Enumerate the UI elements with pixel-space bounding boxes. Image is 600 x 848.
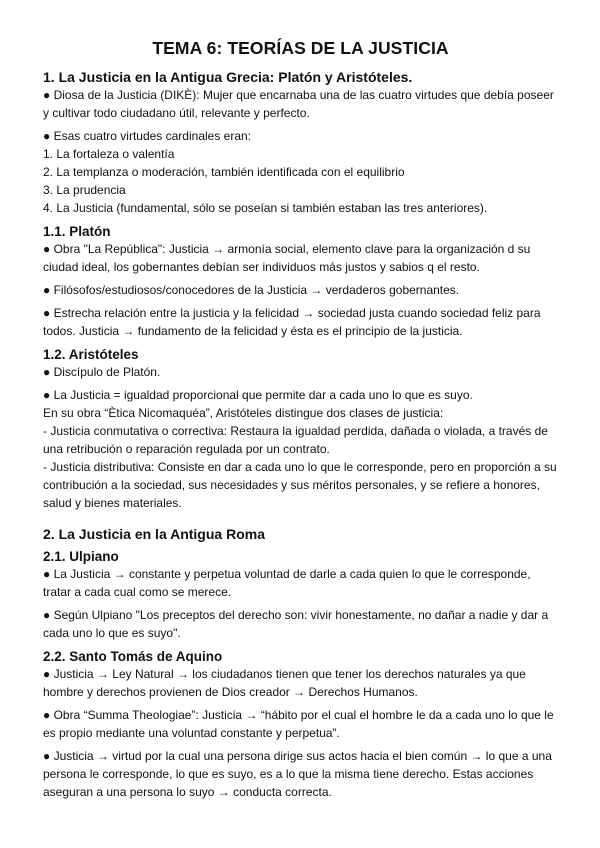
subsection-heading-aquino: 2.2. Santo Tomás de Aquino xyxy=(43,649,223,664)
paragraph-summa: ● Obra “Summa Theologiae”: Justicia → “hábito por el cual el hombre le da a cada uno lo que le es propio mediante una voluntad constante y perpetua”. xyxy=(43,708,554,740)
paragraph-voluntad: ● La Justicia → constante y perpetua voluntad de darle a cada quien lo que le corresponde, tratar a cada cual como se merece. xyxy=(43,567,531,599)
paragraph-igualdad: ● La Justicia = igualdad proporcional que permite dar a cada uno lo que es suyo. xyxy=(43,388,473,402)
paragraph-republica: ● Obra "La República": Justicia → armonía social, elemento clave para la organización d su ciudad ideal, los gobernantes debían ser individuos más justos y sabios q el resto. xyxy=(43,242,531,274)
section-heading-grecia: 1. La Justicia en la Antigua Grecia: Platón y Aristóteles. xyxy=(43,69,413,85)
subsection-heading-aristoteles: 1.2. Aristóteles xyxy=(43,347,139,362)
list-item-templanza: 2. La templanza o moderación, también identificada con el equilibrio xyxy=(43,165,405,179)
list-item-prudencia: 3. La prudencia xyxy=(43,183,126,197)
list-item-fortaleza: 1. La fortaleza o valentía xyxy=(43,147,175,161)
paragraph-felicidad: ● Estrecha relación entre la justicia y la felicidad → sociedad justa cuando sociedad feliz para todos. Justicia → fundamento de la felicidad y ésta es el principio de la justicia. xyxy=(43,306,541,338)
list-item-justicia: 4. La Justicia (fundamental, sólo se poseían si también estaban las tres anteriores). xyxy=(43,201,488,215)
paragraph-ley-natural: ● Justicia → Ley Natural → los ciudadanos tienen que tener los derechos naturales ya que hombre y derechos provienen de Dios creador → Derechos Humanos. xyxy=(43,667,526,699)
paragraph-filosofos: ● Filósofos/estudiosos/conocedores de la Justicia → verdaderos gobernantes. xyxy=(43,283,460,297)
paragraph-conmutativa: - Justicia conmutativa o correctiva: Restaura la igualdad perdida, dañada o violada, a través de una retribución o reparación regulada por un contrato. xyxy=(43,424,548,456)
subsection-heading-ulpiano: 2.1. Ulpiano xyxy=(43,549,119,564)
paragraph-virtudes-intro: ● Esas cuatro virtudes cardinales eran: xyxy=(43,129,252,143)
section-heading-roma: 2. La Justicia en la Antigua Roma xyxy=(43,526,265,542)
paragraph-dike: ● Diosa de la Justicia (DIKÈ): Mujer que encarnaba una de las cuatro virtudes que debía poseer y cultivar todo ciudadano útil, relevante y perfecto. xyxy=(43,88,554,120)
page-title: TEMA 6: TEORÍAS DE LA JUSTICIA xyxy=(152,38,449,58)
paragraph-nicomaquea: En su obra “Ètica Nicomaquéa”, Aristóteles distingue dos clases de justicia: xyxy=(43,406,444,420)
paragraph-bien-comun: ● Justicia → virtud por la cual una persona dirige sus actos hacia el bien común → lo que a una persona le corresponde, lo que es suyo, es a lo que la misma tiene derecho. Estas acciones aseguran a una persona lo suyo → conducta correcta. xyxy=(43,749,552,799)
paragraph-discipulo: ● Discípulo de Platón. xyxy=(43,365,161,379)
paragraph-distributiva: - Justicia distributiva: Consiste en dar a cada uno lo que le corresponde, pero en proporción a su contribución a la sociedad, sus necesidades y sus méritos personales, y se refiere a honores, salud y bienes materiales. xyxy=(43,460,557,510)
paragraph-preceptos: ● Según Ulpiano "Los preceptos del derecho son: vivir honestamente, no dañar a nadie y dar a cada uno lo que es suyo". xyxy=(43,608,549,640)
subsection-heading-platon: 1.1. Platón xyxy=(43,224,111,239)
